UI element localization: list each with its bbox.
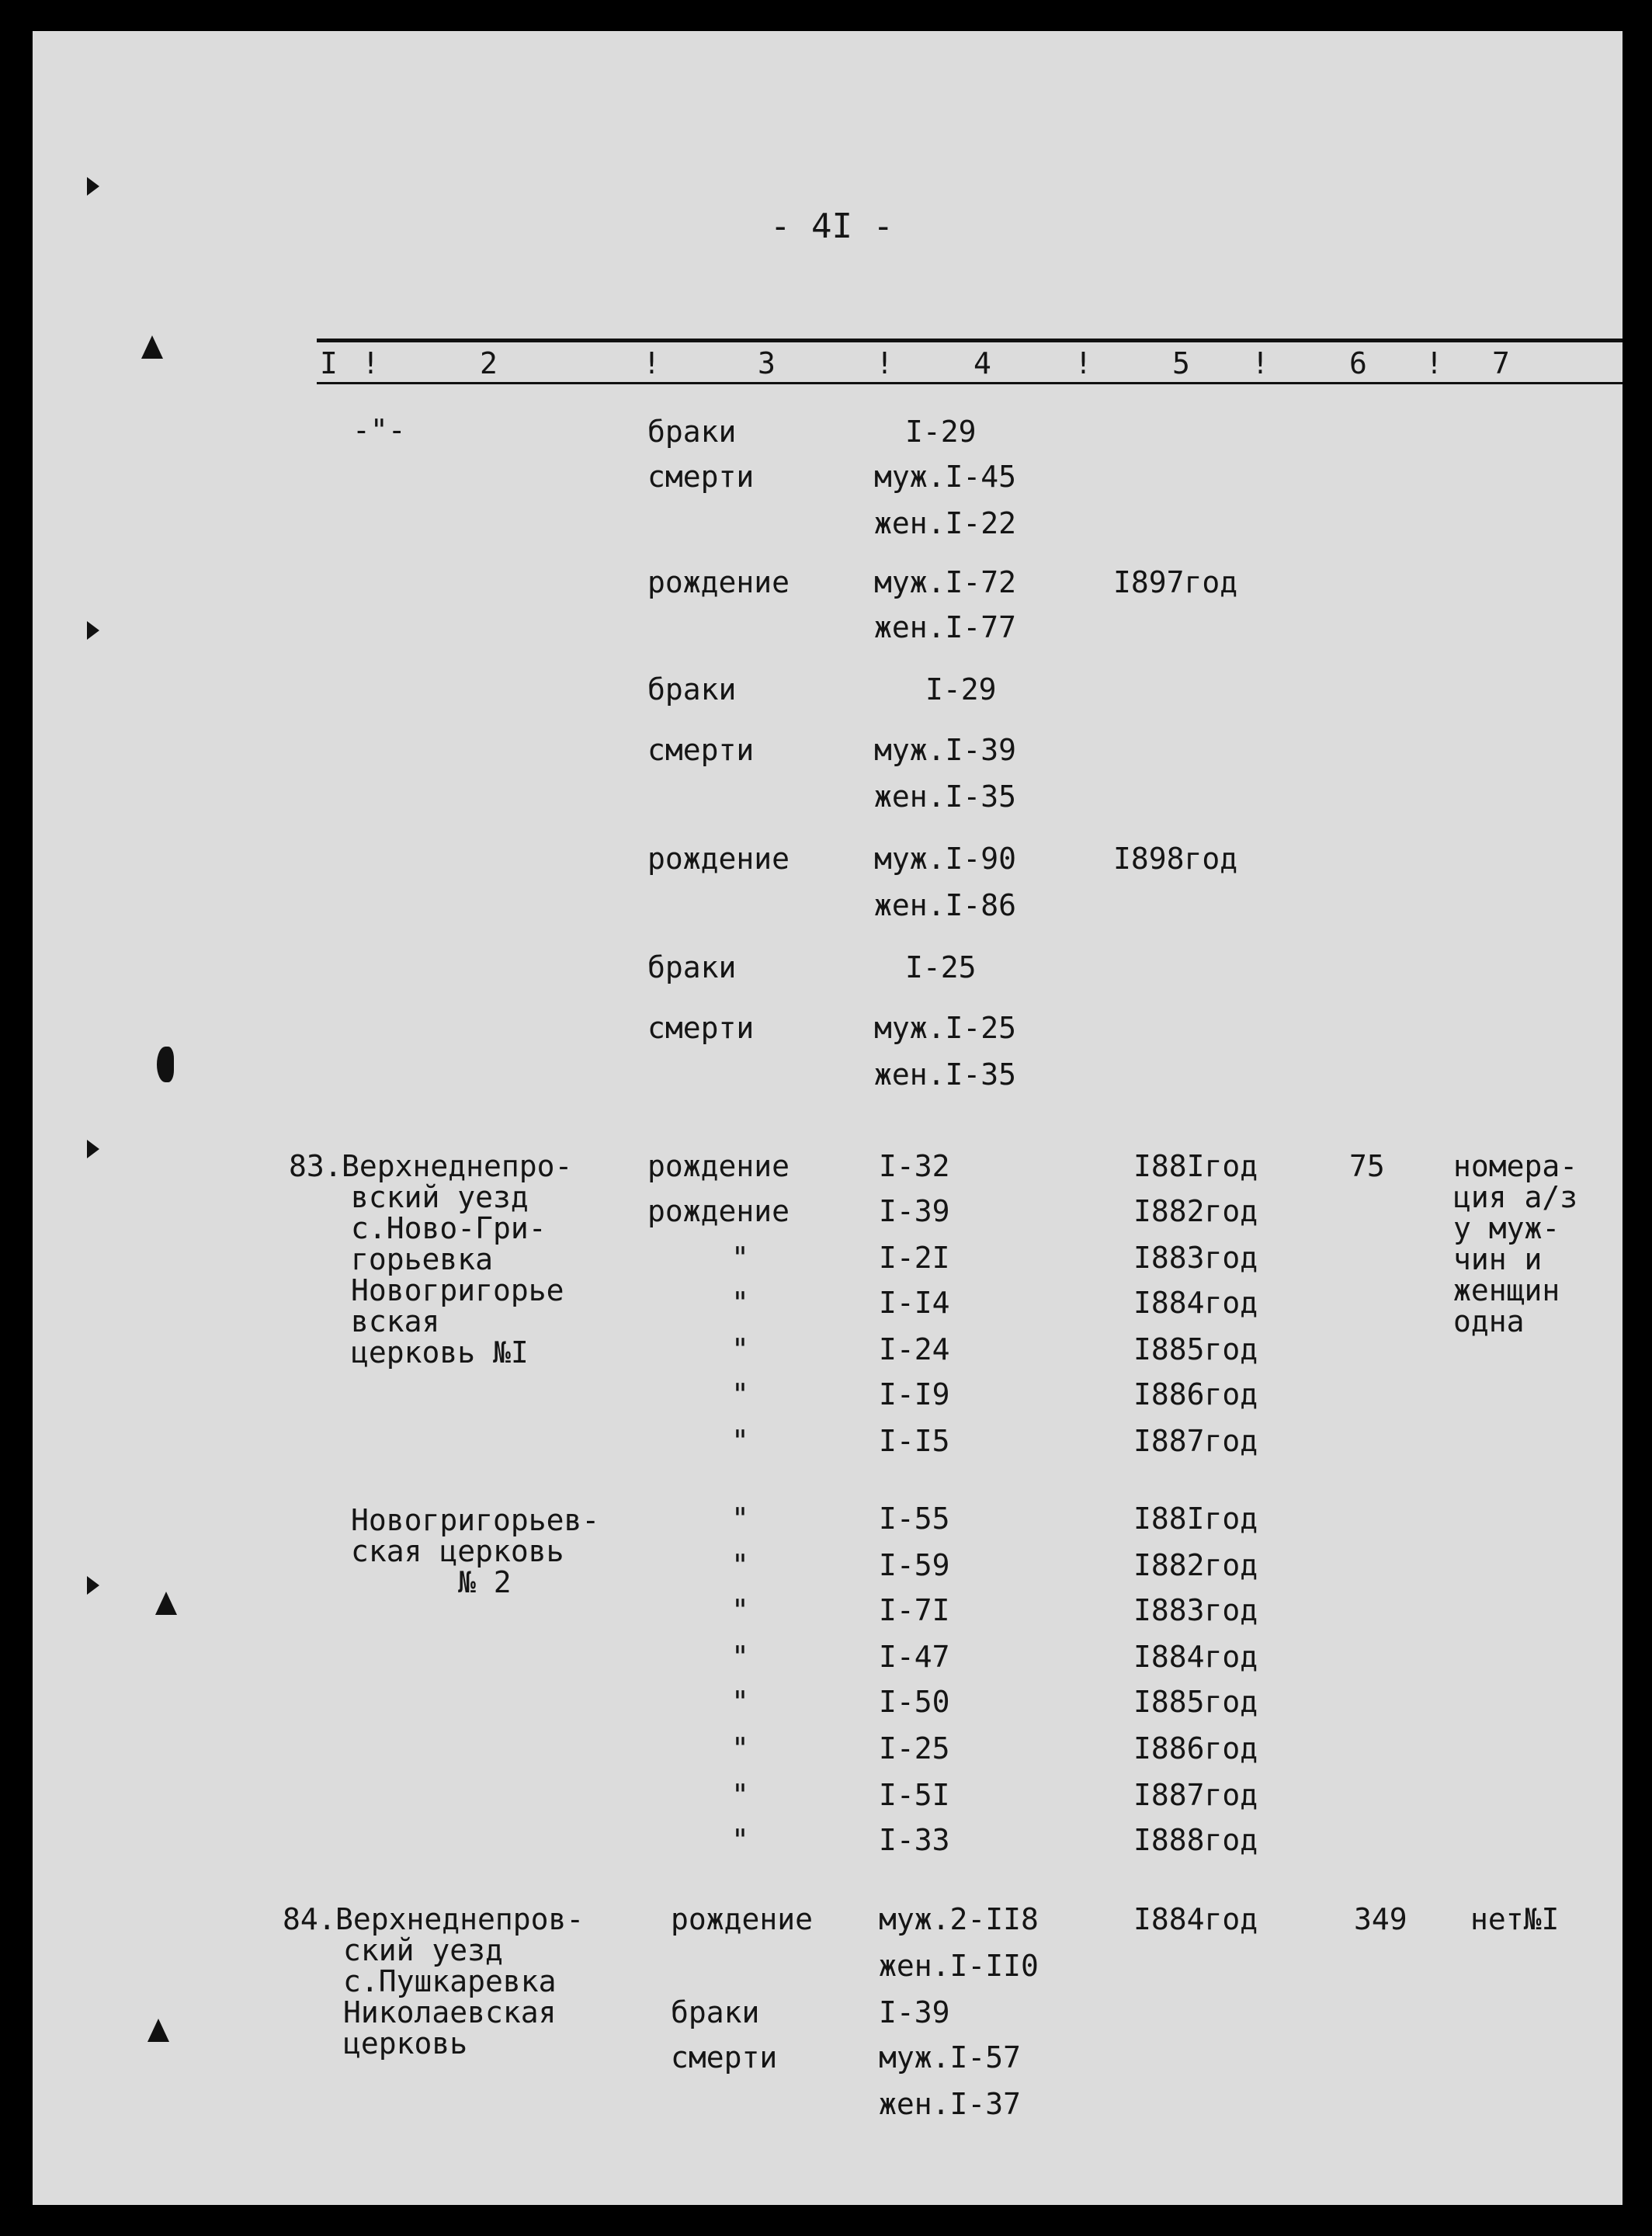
record-type: " bbox=[731, 1778, 749, 1812]
record-type: " bbox=[731, 1685, 749, 1719]
record-count: I-59 bbox=[879, 1548, 950, 1582]
entry-number: 84. bbox=[283, 1902, 336, 1936]
record-count: муж.I-39 bbox=[874, 733, 1017, 767]
column-6-count: 75 bbox=[1349, 1149, 1385, 1183]
record-count: муж.2-II8 bbox=[879, 1902, 1039, 1936]
record-type: " bbox=[731, 1640, 749, 1674]
record-year: I888год bbox=[1133, 1823, 1258, 1857]
record-count: I-29 bbox=[905, 415, 977, 449]
record-type: " bbox=[731, 1502, 749, 1536]
punch-hole-mark bbox=[157, 1047, 174, 1082]
record-type: рождение bbox=[647, 565, 790, 599]
record-count: жен.I-II0 bbox=[879, 1949, 1039, 1983]
record-count: I-25 bbox=[879, 1731, 950, 1766]
note-line: номера- bbox=[1453, 1149, 1578, 1183]
page-number: - 4I - bbox=[770, 207, 894, 246]
record-type: браки bbox=[671, 1995, 760, 2029]
note-line: чин и bbox=[1453, 1242, 1543, 1276]
record-year: I883год bbox=[1133, 1241, 1258, 1275]
header-separator: ! bbox=[1425, 346, 1443, 380]
place-line: ский уезд bbox=[343, 1933, 503, 1967]
entry-number: 83. bbox=[289, 1149, 342, 1183]
punch-hole-mark bbox=[148, 2019, 169, 2042]
record-year: I886год bbox=[1133, 1377, 1258, 1411]
punch-hole-mark bbox=[87, 177, 99, 196]
place-line: церковь bbox=[343, 2026, 468, 2061]
note-line: ция а/з bbox=[1453, 1180, 1578, 1214]
record-count: I-5I bbox=[879, 1778, 950, 1812]
record-count: муж.I-25 bbox=[874, 1011, 1017, 1045]
header-col-6: 6 bbox=[1349, 346, 1367, 380]
header-col-1: I bbox=[320, 346, 338, 380]
record-count: I-55 bbox=[879, 1502, 950, 1536]
place-line: Верхнеднепро- bbox=[342, 1149, 573, 1183]
record-count: I-25 bbox=[905, 950, 977, 984]
column-6-count: 349 bbox=[1354, 1902, 1407, 1936]
place-line: вский уезд bbox=[351, 1180, 529, 1214]
record-year: I887год bbox=[1133, 1778, 1258, 1812]
record-count: I-2I bbox=[879, 1241, 950, 1275]
record-count: I-47 bbox=[879, 1640, 950, 1674]
record-count: жен.I-77 bbox=[874, 610, 1017, 644]
record-type: " bbox=[731, 1823, 749, 1857]
record-count: I-32 bbox=[879, 1149, 950, 1183]
record-year: I886год bbox=[1133, 1731, 1258, 1766]
record-type: смерти bbox=[647, 733, 755, 767]
header-separator: ! bbox=[1074, 346, 1092, 380]
record-year: I885год bbox=[1133, 1332, 1258, 1366]
place-line: горьевка bbox=[351, 1242, 494, 1276]
punch-hole-mark bbox=[141, 335, 163, 359]
place-line: № 2 bbox=[458, 1565, 512, 1599]
note: нет№I bbox=[1470, 1902, 1560, 1936]
record-count: жен.I-37 bbox=[879, 2087, 1022, 2121]
place-line: Новогригорьев- bbox=[351, 1503, 600, 1537]
record-year: I882год bbox=[1133, 1548, 1258, 1582]
place-line: Верхнеднепров- bbox=[335, 1902, 585, 1936]
record-count: муж.I-72 bbox=[874, 565, 1017, 599]
record-count: I-I9 bbox=[879, 1377, 950, 1411]
record-count: муж.I-57 bbox=[879, 2040, 1022, 2075]
archive-page bbox=[33, 31, 1622, 2205]
record-type: " bbox=[731, 1593, 749, 1627]
record-year: I884год bbox=[1133, 1902, 1258, 1936]
note-line: женщин bbox=[1453, 1273, 1560, 1307]
record-count: жен.I-22 bbox=[874, 506, 1017, 540]
record-type: " bbox=[731, 1377, 749, 1411]
header-col-3: 3 bbox=[758, 346, 776, 380]
record-count: I-24 bbox=[879, 1332, 950, 1366]
header-separator: ! bbox=[643, 346, 661, 380]
record-type: " bbox=[731, 1286, 749, 1320]
place-line: Новогригорье bbox=[351, 1273, 564, 1307]
header-separator: ! bbox=[362, 346, 380, 380]
header-col-7: 7 bbox=[1492, 346, 1510, 380]
punch-hole-mark bbox=[87, 621, 99, 640]
record-type: " bbox=[731, 1424, 749, 1458]
place-line: церковь №I bbox=[351, 1335, 529, 1370]
record-count: жен.I-35 bbox=[874, 1057, 1017, 1092]
record-count: I-39 bbox=[879, 1995, 950, 2029]
record-count: I-I5 bbox=[879, 1424, 950, 1458]
header-top-rule bbox=[317, 339, 1622, 342]
record-type: рождение bbox=[647, 842, 790, 876]
record-count: I-33 bbox=[879, 1823, 950, 1857]
record-type: рождение bbox=[647, 1194, 790, 1228]
header-separator: ! bbox=[876, 346, 894, 380]
record-year: I883год bbox=[1133, 1593, 1258, 1627]
place-line: с.Ново-Гри- bbox=[351, 1211, 547, 1245]
record-type: браки bbox=[647, 415, 737, 449]
record-year: I884год bbox=[1133, 1286, 1258, 1320]
header-col-5: 5 bbox=[1172, 346, 1190, 380]
record-year: I898год bbox=[1113, 842, 1238, 876]
record-type: браки bbox=[647, 672, 737, 707]
header-col-4: 4 bbox=[974, 346, 991, 380]
record-year: I885год bbox=[1133, 1685, 1258, 1719]
record-count: I-29 bbox=[925, 672, 997, 707]
record-type: рождение bbox=[647, 1149, 790, 1183]
header-separator: ! bbox=[1251, 346, 1269, 380]
place-ditto-mark: -"- bbox=[352, 413, 406, 447]
record-type: браки bbox=[647, 950, 737, 984]
punch-hole-mark bbox=[87, 1140, 99, 1158]
record-count: I-7I bbox=[879, 1593, 950, 1627]
record-year: I882год bbox=[1133, 1194, 1258, 1228]
record-type: рождение bbox=[671, 1902, 814, 1936]
record-year: I88Iгод bbox=[1133, 1149, 1258, 1183]
record-type: смерти bbox=[647, 1011, 755, 1045]
punch-hole-mark bbox=[155, 1592, 177, 1615]
record-type: " bbox=[731, 1332, 749, 1366]
record-year: I897год bbox=[1113, 565, 1238, 599]
record-count: муж.I-90 bbox=[874, 842, 1017, 876]
place-line: с.Пушкаревка bbox=[343, 1964, 557, 1998]
record-count: I-50 bbox=[879, 1685, 950, 1719]
record-count: муж.I-45 bbox=[874, 460, 1017, 494]
record-count: жен.I-35 bbox=[874, 779, 1017, 814]
place-line: ская церковь bbox=[351, 1534, 564, 1568]
record-count: жен.I-86 bbox=[874, 888, 1017, 922]
record-year: I88Iгод bbox=[1133, 1502, 1258, 1536]
note-line: у муж- bbox=[1453, 1211, 1560, 1245]
record-count: I-I4 bbox=[879, 1286, 950, 1320]
header-bottom-rule bbox=[317, 382, 1622, 384]
record-type: смерти bbox=[671, 2040, 778, 2075]
record-type: " bbox=[731, 1731, 749, 1766]
header-col-2: 2 bbox=[480, 346, 498, 380]
record-year: I884год bbox=[1133, 1640, 1258, 1674]
punch-hole-mark bbox=[87, 1576, 99, 1595]
record-year: I887год bbox=[1133, 1424, 1258, 1458]
record-count: I-39 bbox=[879, 1194, 950, 1228]
record-type: " bbox=[731, 1548, 749, 1582]
record-type: смерти bbox=[647, 460, 755, 494]
place-line: вская bbox=[351, 1304, 440, 1338]
record-type: " bbox=[731, 1241, 749, 1275]
place-line: Николаевская bbox=[343, 1995, 557, 2029]
note-line: одна bbox=[1453, 1304, 1525, 1338]
